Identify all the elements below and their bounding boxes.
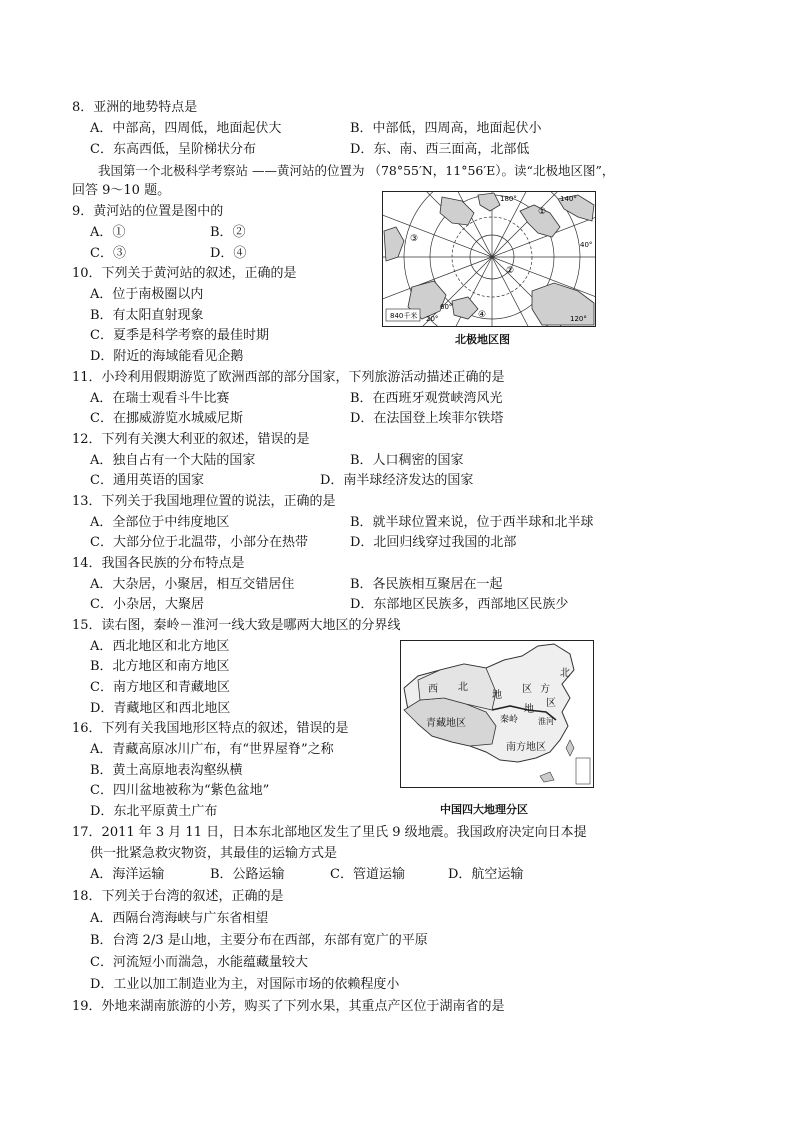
label-bei2: 北 <box>560 668 570 679</box>
q16-option-b[interactable]: B．黄土高原地表沟壑纵横 <box>90 763 243 778</box>
q15-stem: 15．读右图，秦岭－淮河一线大致是哪两大地区的分界线 <box>72 618 401 633</box>
map-marker-3: ③ <box>410 234 419 244</box>
q16-option-c[interactable]: C．四川盆地被称为“紫色盆地” <box>90 783 270 798</box>
label-nanfang: 南方地区 <box>506 742 546 753</box>
china-regions-map <box>400 640 594 788</box>
q14-option-c[interactable]: C．小杂居，大聚居 <box>90 597 204 612</box>
q16-stem: 16．下列有关我国地形区特点的叙述，错误的是 <box>72 721 349 736</box>
q15-option-a[interactable]: A．西北地区和北方地区 <box>90 639 230 654</box>
label-qu2: 区 <box>546 698 556 709</box>
q8-option-a[interactable]: A．中部高，四周低，地面起伏大 <box>90 121 282 136</box>
lon-label-180: 180° <box>500 195 517 203</box>
label-bei: 北 <box>458 682 468 693</box>
q11-option-a[interactable]: A．在瑞士观看斗牛比赛 <box>90 391 230 406</box>
q10-option-c[interactable]: C．夏季是科学考察的最佳时期 <box>90 328 269 343</box>
q13-option-d[interactable]: D．北回归线穿过我国的北部 <box>350 535 517 550</box>
china-map-caption: 中国四大地理分区 <box>440 803 528 816</box>
q13-option-a[interactable]: A．全部位于中纬度地区 <box>90 515 230 530</box>
q16-option-d[interactable]: D．东北平原黄土广布 <box>90 804 218 819</box>
q13-option-c[interactable]: C．大部分位于北温带，小部分在热带 <box>90 535 308 550</box>
q17-option-a[interactable]: A．海洋运输 <box>90 867 165 882</box>
label-di: 地 <box>492 690 502 701</box>
q10-option-a[interactable]: A．位于南极圈以内 <box>90 287 204 302</box>
label-qu: 区 <box>522 684 532 695</box>
south-sea-inset <box>576 758 590 784</box>
q10-stem: 10．下列关于黄河站的叙述，正确的是 <box>72 266 297 281</box>
q15-option-c[interactable]: C．南方地区和青藏地区 <box>90 680 230 695</box>
q11-stem: 11．小玲利用假期游览了欧洲西部的部分国家，下列旅游活动描述正确的是 <box>72 370 505 385</box>
q18-stem: 18．下列关于台湾的叙述，正确的是 <box>72 889 284 904</box>
q13-option-b[interactable]: B．就半球位置来说，位于西半球和北半球 <box>350 515 594 530</box>
q8-option-b[interactable]: B．中部低，四周高，地面起伏小 <box>350 121 542 136</box>
intro-9-10-line1: 我国第一个北极科学考察站 ——黄河站的位置为 （78°55′N，11°56′E）。读“北极地区图”， <box>98 163 615 178</box>
lon-label-120: 120° <box>570 315 587 323</box>
label-qinling: 秦岭 <box>500 715 519 725</box>
q19-stem: 19．外地来湖南旅游的小芳，购买了下列水果，其重点产区位于湖南省的是 <box>72 999 505 1014</box>
q12-option-b[interactable]: B．人口稠密的国家 <box>350 453 464 468</box>
label-di2: 地 <box>524 704 534 715</box>
q14-option-d[interactable]: D．东部地区民族多，西部地区民族少 <box>350 597 569 612</box>
q9-option-b[interactable]: B．② <box>210 225 246 240</box>
q12-option-d[interactable]: D．南半球经济发达的国家 <box>320 473 474 488</box>
intro-9-10-line2: 回答 9～10 题。 <box>72 183 171 198</box>
lon-label-60: 60° <box>440 303 453 311</box>
map-marker-1: ① <box>538 207 547 217</box>
q9-stem: 9．黄河站的位置是图中的 <box>72 204 224 219</box>
q18-option-a[interactable]: A．西隔台湾海峡与广东省相望 <box>90 911 269 926</box>
lon-label-40: 40° <box>580 241 593 249</box>
q14-option-b[interactable]: B．各民族相互聚居在一起 <box>350 577 503 592</box>
q18-option-d[interactable]: D．工业以加工制造业为主，对国际市场的依赖程度小 <box>90 977 400 992</box>
arctic-map-caption: 北极地区图 <box>455 333 510 346</box>
q13-stem: 13．下列关于我国地理位置的说法，正确的是 <box>72 494 336 509</box>
q12-option-c[interactable]: C．通用英语的国家 <box>90 473 204 488</box>
map-marker-4: ④ <box>478 310 487 320</box>
q17-stem: 17．2011 年 3 月 11 日，日本东北部地区发生了里氏 9 级地震。我国政府决定向日本提 <box>72 825 587 840</box>
label-xi: 西 <box>428 684 438 695</box>
q8-option-d[interactable]: D．东、南、西三面高，北部低 <box>350 142 530 157</box>
q9-option-d[interactable]: D．④ <box>210 246 247 261</box>
label-huaihe: 淮河 <box>538 717 554 726</box>
q11-option-c[interactable]: C．在挪威游览水城威尼斯 <box>90 411 243 426</box>
q15-option-d[interactable]: D．青藏地区和西北地区 <box>90 701 231 716</box>
label-fang: 方 <box>540 684 550 695</box>
q17-option-d[interactable]: D．航空运输 <box>448 867 524 882</box>
q11-option-d[interactable]: D．在法国登上埃菲尔铁塔 <box>350 411 504 426</box>
q18-option-c[interactable]: C．河流短小而湍急，水能蕴藏量较大 <box>90 955 308 970</box>
q12-stem: 12．下列有关澳大利亚的叙述，错误的是 <box>72 432 310 447</box>
scale-label: 840千米 <box>390 312 418 320</box>
q12-option-a[interactable]: A．独自占有一个大陆的国家 <box>90 453 256 468</box>
q8-stem: 8．亚洲的地势特点是 <box>72 100 198 115</box>
q14-option-a[interactable]: A．大杂居，小聚居，相互交错居住 <box>90 577 295 592</box>
q17-stem-cont: 供一批紧急救灾物资，其最佳的运输方式是 <box>90 846 338 861</box>
lon-label-20: 20° <box>426 315 439 323</box>
arctic-map <box>382 191 596 327</box>
q17-option-b[interactable]: B．公路运输 <box>210 867 285 882</box>
q8-option-c[interactable]: C．东高西低，呈阶梯状分布 <box>90 142 256 157</box>
q10-option-d[interactable]: D．附近的海域能看见企鹅 <box>90 349 244 364</box>
label-qingzang: 青藏地区 <box>426 718 466 729</box>
q9-option-c[interactable]: C．③ <box>90 246 126 261</box>
map-marker-2: ② <box>506 266 515 276</box>
q9-option-a[interactable]: A．① <box>90 225 126 240</box>
q14-stem: 14．我国各民族的分布特点是 <box>72 556 245 571</box>
q10-option-b[interactable]: B．有太阳直射现象 <box>90 308 204 323</box>
lon-label-140: 140° <box>560 195 577 203</box>
q16-option-a[interactable]: A．青藏高原冰川广布，有“世界屋脊”之称 <box>90 742 334 757</box>
q11-option-b[interactable]: B．在西班牙观赏峡湾风光 <box>350 391 503 406</box>
q17-option-c[interactable]: C．管道运输 <box>330 867 405 882</box>
q18-option-b[interactable]: B．台湾 2/3 是山地，主要分布在西部，东部有宽广的平原 <box>90 933 428 948</box>
q15-option-b[interactable]: B．北方地区和南方地区 <box>90 659 230 674</box>
